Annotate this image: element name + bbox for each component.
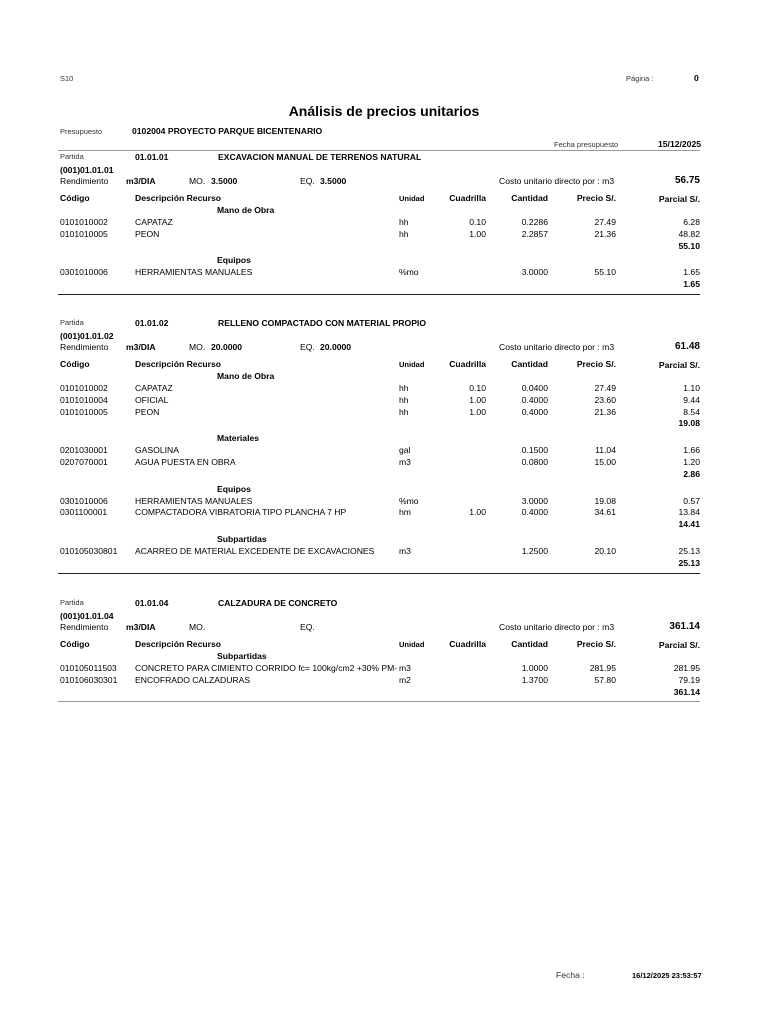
row-precio: 15.00: [594, 457, 616, 467]
row-precio: 57.80: [594, 674, 616, 685]
report-code: S10: [60, 74, 74, 83]
partida-name: EXCAVACION MANUAL DE TERRENOS NATURAL: [218, 152, 422, 162]
group-title: Equipos: [217, 483, 251, 494]
row-code: 0201030001: [60, 445, 108, 456]
eq-label: EQ.: [300, 622, 315, 632]
partida-id: 01.01.01: [135, 152, 169, 162]
group-title: Mano de Obra: [217, 205, 275, 215]
mo-label: MO.: [189, 342, 206, 352]
row-precio: 55.10: [594, 267, 616, 278]
row-cantidad: 2.2857: [521, 228, 548, 239]
col-parcial: Parcial S/.: [658, 194, 700, 204]
row-cantidad: 1.2500: [521, 546, 548, 556]
col-unidad: Unidad: [399, 360, 425, 369]
row-precio: 19.08: [594, 495, 616, 506]
costo-value: 61.48: [674, 341, 700, 352]
partida-subcode: (001)01.01.01: [60, 165, 114, 175]
partida-name: RELLENO COMPACTADO CON MATERIAL PROPIO: [218, 318, 426, 328]
mo-value: 3.5000: [211, 176, 238, 186]
row-unit: m3: [399, 457, 411, 467]
partida-divider: [58, 294, 700, 295]
partida-divider: [58, 573, 700, 574]
row-code: 0101010004: [60, 394, 108, 405]
costo-label: Costo unitario directo por : m3: [499, 622, 615, 632]
row-precio: 21.36: [594, 228, 616, 239]
row-unit: hm: [399, 507, 411, 518]
presupuesto-label: Presupuesto: [60, 127, 103, 136]
costo-value: 361.14: [669, 621, 700, 632]
row-description: AGUA PUESTA EN OBRA: [135, 457, 236, 467]
col-cuadrilla: Cuadrilla: [449, 359, 486, 369]
row-description: HERRAMIENTAS MANUALES: [135, 495, 253, 506]
row-parcial: 13.84: [678, 507, 700, 518]
partida-name: CALZADURA DE CONCRETO: [218, 598, 338, 608]
partida-label: Partida: [60, 152, 84, 161]
row-code: 010106030301: [60, 674, 118, 685]
row-cantidad: 1.3700: [521, 674, 548, 685]
eq-value: 20.0000: [320, 342, 352, 352]
row-description: HERRAMIENTAS MANUALES: [135, 267, 253, 278]
rendimiento-value: m3/DIA: [126, 342, 156, 352]
group-total: 2.86: [683, 468, 700, 479]
row-unit: hh: [399, 406, 409, 417]
row-unit: hh: [399, 394, 409, 405]
row-description: CAPATAZ: [135, 217, 173, 227]
fecha-presupuesto-label: Fecha presupuesto: [554, 140, 619, 149]
row-cuadrilla: 1.00: [469, 507, 486, 518]
fecha-presupuesto-value: 15/12/2025: [658, 139, 702, 149]
row-cantidad: 0.4000: [521, 394, 548, 405]
costo-value: 56.75: [674, 175, 700, 186]
eq-label: EQ.: [300, 342, 315, 352]
page-label: Página :: [626, 74, 654, 83]
group-total: 55.10: [678, 240, 700, 251]
group-total: 14.41: [678, 519, 700, 530]
col-descripcion: Descripción Recurso: [135, 359, 221, 369]
row-code: 0101010002: [60, 383, 108, 393]
col-cuadrilla: Cuadrilla: [449, 639, 486, 649]
mo-value: 20.0000: [211, 342, 243, 352]
row-code: 0301100001: [60, 507, 108, 518]
footer-fecha-label: Fecha :: [556, 970, 585, 980]
row-parcial: 48.82: [678, 228, 700, 239]
row-cuadrilla: 1.00: [469, 406, 486, 417]
eq-label: EQ.: [300, 176, 315, 186]
row-parcial: 79.19: [678, 674, 700, 685]
partida-id: 01.01.02: [135, 318, 169, 328]
col-descripcion: Descripción Recurso: [135, 193, 221, 203]
row-code: 010105011503: [60, 663, 117, 673]
row-unit: %mo: [399, 495, 419, 506]
row-code: 010105030801: [60, 546, 118, 556]
col-cantidad: Cantidad: [511, 359, 548, 369]
row-precio: 34.61: [594, 507, 616, 518]
row-description: CAPATAZ: [135, 383, 173, 393]
row-description: CONCRETO PARA CIMIENTO CORRIDO fc= 100kg/cm2 +30% PM-: [135, 663, 398, 673]
mo-label: MO.: [189, 176, 206, 186]
row-parcial: 281.95: [673, 663, 700, 673]
row-description: PEON: [135, 228, 160, 239]
row-cuadrilla: 0.10: [469, 383, 486, 393]
row-unit: m3: [399, 546, 411, 556]
row-cantidad: 0.2286: [521, 217, 548, 227]
row-parcial: 6.28: [683, 217, 700, 227]
col-cuadrilla: Cuadrilla: [449, 193, 486, 203]
row-cantidad: 0.0800: [521, 457, 548, 467]
row-parcial: 9.44: [683, 394, 700, 405]
row-unit: hh: [399, 228, 409, 239]
row-parcial: 0.57: [683, 495, 700, 506]
group-title: Subpartidas: [217, 534, 267, 544]
eq-value: 3.5000: [320, 176, 347, 186]
row-precio: 21.36: [594, 406, 616, 417]
row-precio: 281.95: [589, 663, 616, 673]
col-parcial: Parcial S/.: [658, 640, 700, 650]
row-cantidad: 0.0400: [521, 383, 548, 393]
row-parcial: 8.54: [683, 406, 700, 417]
page-number: 0: [694, 73, 699, 83]
row-unit: hh: [399, 217, 409, 227]
col-codigo: Código: [60, 193, 90, 203]
row-precio: 27.49: [594, 217, 616, 227]
rendimiento-label: Rendimiento: [60, 176, 109, 186]
group-title: Materiales: [217, 433, 260, 444]
rendimiento-label: Rendimiento: [60, 342, 109, 352]
partida-id: 01.01.04: [135, 598, 169, 608]
col-unidad: Unidad: [399, 640, 425, 649]
group-total: 25.13: [678, 557, 700, 568]
row-unit: m3: [399, 663, 411, 673]
col-precio: Precio S/.: [576, 359, 616, 369]
row-cuadrilla: 1.00: [469, 228, 486, 239]
group-title: Mano de Obra: [217, 371, 275, 381]
rendimiento-value: m3/DIA: [126, 622, 156, 632]
costo-label: Costo unitario directo por : m3: [499, 342, 615, 352]
col-cantidad: Cantidad: [511, 193, 548, 203]
row-unit: hh: [399, 383, 409, 393]
rendimiento-value: m3/DIA: [126, 176, 156, 186]
partida-subcode: (001)01.01.02: [60, 331, 114, 341]
mo-label: MO.: [189, 622, 206, 632]
col-precio: Precio S/.: [576, 639, 616, 649]
col-parcial: Parcial S/.: [658, 360, 700, 370]
col-cantidad: Cantidad: [511, 639, 548, 649]
row-code: 0101010005: [60, 406, 108, 417]
group-title: Equipos: [217, 255, 251, 266]
row-code: 0101010002: [60, 217, 108, 227]
row-code: 0301010006: [60, 267, 108, 278]
row-parcial: 1.20: [683, 457, 700, 467]
row-cantidad: 0.4000: [521, 507, 548, 518]
group-title: Subpartidas: [217, 651, 267, 661]
row-cuadrilla: 0.10: [469, 217, 486, 227]
row-description: GASOLINA: [135, 445, 179, 456]
row-cuadrilla: 1.00: [469, 394, 486, 405]
row-cantidad: 1.0000: [521, 663, 548, 673]
partida-subcode: (001)01.01.04: [60, 611, 114, 621]
group-total: 361.14: [673, 686, 700, 697]
row-unit: %mo: [399, 267, 419, 278]
group-total: 19.08: [678, 418, 700, 429]
row-code: 0301010006: [60, 495, 108, 506]
rendimiento-label: Rendimiento: [60, 622, 109, 632]
col-descripcion: Descripción Recurso: [135, 639, 221, 649]
row-code: 0207070001: [60, 457, 108, 467]
footer-fecha-value: 16/12/2025 23:53:57: [632, 971, 702, 980]
row-parcial: 1.66: [683, 445, 700, 456]
group-total: 1.65: [683, 279, 700, 290]
row-cantidad: 0.1500: [521, 445, 548, 456]
col-codigo: Código: [60, 639, 90, 649]
row-parcial: 1.10: [683, 383, 700, 393]
row-parcial: 25.13: [678, 546, 700, 556]
partida-divider: [58, 701, 700, 702]
presupuesto-value: 0102004 PROYECTO PARQUE BICENTENARIO: [132, 126, 323, 136]
row-precio: 11.04: [595, 445, 616, 456]
row-unit: gal: [399, 445, 411, 456]
row-code: 0101010005: [60, 228, 108, 239]
partida-label: Partida: [60, 318, 84, 327]
row-precio: 27.49: [594, 383, 616, 393]
row-parcial: 1.65: [683, 267, 700, 278]
row-cantidad: 3.0000: [521, 267, 548, 278]
row-cantidad: 3.0000: [521, 495, 548, 506]
page-title: Análisis de precios unitarios: [288, 103, 480, 119]
row-description: ENCOFRADO CALZADURAS: [135, 674, 251, 685]
col-unidad: Unidad: [399, 194, 425, 203]
col-precio: Precio S/.: [576, 193, 616, 203]
row-cantidad: 0.4000: [521, 406, 548, 417]
partida-label: Partida: [60, 598, 84, 607]
row-description: COMPACTADORA VIBRATORIA TIPO PLANCHA 7 HP: [135, 507, 347, 518]
row-precio: 20.10: [594, 546, 616, 556]
row-description: OFICIAL: [135, 394, 169, 405]
col-codigo: Código: [60, 359, 90, 369]
header-divider: [58, 150, 700, 151]
row-description: ACARREO DE MATERIAL EXCEDENTE DE EXCAVACIONES: [135, 546, 375, 556]
costo-label: Costo unitario directo por : m3: [499, 176, 615, 186]
row-precio: 23.60: [594, 394, 616, 405]
row-unit: m2: [399, 674, 411, 685]
row-description: PEON: [135, 406, 160, 417]
